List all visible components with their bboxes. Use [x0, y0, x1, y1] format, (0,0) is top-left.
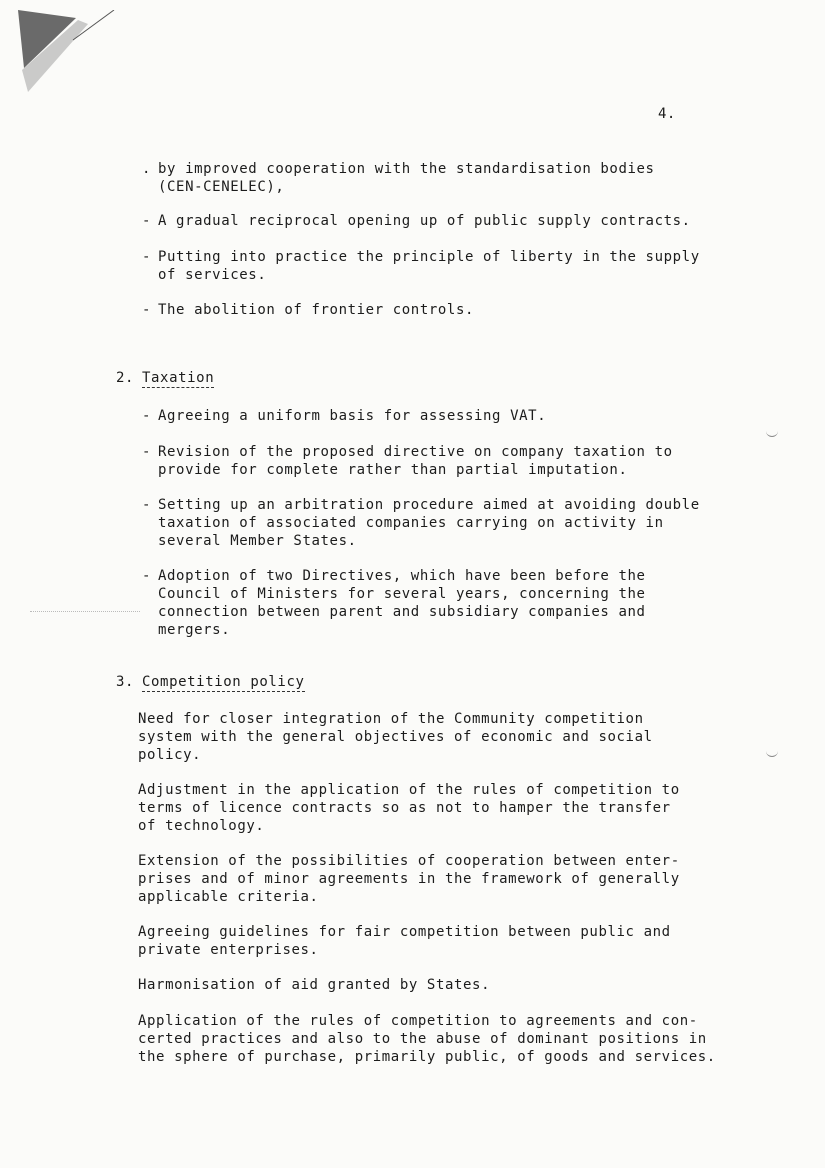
list-marker: . [142, 161, 152, 177]
list-item-line: Setting up an arbitration procedure aimed at avoiding double [158, 497, 700, 513]
section-title: Competition policy [142, 674, 305, 690]
list-item-line: A gradual reciprocal opening up of public supply contracts. [158, 213, 691, 229]
paragraph-line: certed practices and also to the abuse of dominant positions in [138, 1031, 707, 1047]
list-item-line: of services. [158, 267, 267, 283]
list-item-line: Adoption of two Directives, which have been before the [158, 568, 646, 584]
paragraph [138, 976, 490, 994]
margin-mark [766, 750, 778, 757]
paragraph-line: Need for closer integration of the Community competition [138, 711, 644, 727]
list-marker: - [142, 444, 152, 460]
list-marker: - [142, 568, 152, 584]
scan-artifact-line [30, 611, 140, 612]
section-title: Taxation [142, 370, 215, 386]
paragraph-line: Adjustment in the application of the rules of competition to [138, 782, 680, 798]
list-item-line: Revision of the proposed directive on company taxation to [158, 444, 673, 460]
list-marker: - [142, 249, 152, 265]
list-marker: - [142, 302, 152, 318]
paragraph-line: terms of licence contracts so as not to hamper the transfer [138, 800, 671, 816]
list-item [142, 496, 700, 550]
list-item [142, 248, 700, 284]
paragraph-line: Agreeing guidelines for fair competition between public and [138, 924, 671, 940]
paragraph-line: of technology. [138, 818, 265, 834]
section-heading-taxation [116, 370, 214, 386]
paragraph-line: the sphere of purchase, primarily public, of goods and services. [138, 1049, 716, 1065]
paragraph-line: system with the general objectives of economic and social [138, 729, 653, 745]
list-item [142, 160, 655, 196]
list-item [142, 212, 691, 230]
section-heading-competition [116, 674, 305, 690]
list-item-line: connection between parent and subsidiary companies and [158, 604, 646, 620]
page-number: 4. [658, 106, 676, 122]
list-item [142, 301, 474, 319]
list-item-line: Council of Ministers for several years, concerning the [158, 586, 646, 602]
paragraph [138, 923, 671, 959]
paragraph-line: prises and of minor agreements in the framework of generally [138, 871, 680, 887]
list-item-line: taxation of associated companies carrying on activity in [158, 515, 664, 531]
paragraph-line: applicable criteria. [138, 889, 319, 905]
list-item-line: by improved cooperation with the standardisation bodies [158, 161, 655, 177]
list-item-line: mergers. [158, 622, 231, 638]
list-item [142, 567, 646, 639]
paragraph [138, 781, 680, 835]
list-item-line: The abolition of frontier controls. [158, 302, 475, 318]
paragraph-line: Application of the rules of competition to agreements and con- [138, 1013, 698, 1029]
paragraph-line: Harmonisation of aid granted by States. [138, 977, 491, 993]
section-number: 3. [116, 674, 135, 690]
list-item-line: Agreeing a uniform basis for assessing VAT. [158, 408, 547, 424]
list-item-line: Putting into practice the principle of liberty in the supply [158, 249, 700, 265]
margin-mark [766, 430, 778, 437]
list-marker: - [142, 497, 152, 513]
list-item-line: provide for complete rather than partial imputation. [158, 462, 628, 478]
section-number: 2. [116, 370, 135, 386]
paragraph [138, 852, 680, 906]
paragraph-line: private enterprises. [138, 942, 319, 958]
list-marker: - [142, 213, 152, 229]
list-item [142, 443, 673, 479]
list-item-line: (CEN-CENELEC), [158, 179, 285, 195]
staple-mark [18, 10, 118, 110]
paragraph [138, 1012, 716, 1066]
paragraph [138, 710, 653, 764]
list-item-line: several Member States. [158, 533, 357, 549]
list-marker: - [142, 408, 152, 424]
paragraph-line: Extension of the possibilities of cooperation between enter- [138, 853, 680, 869]
list-item [142, 407, 546, 425]
paragraph-line: policy. [138, 747, 202, 763]
